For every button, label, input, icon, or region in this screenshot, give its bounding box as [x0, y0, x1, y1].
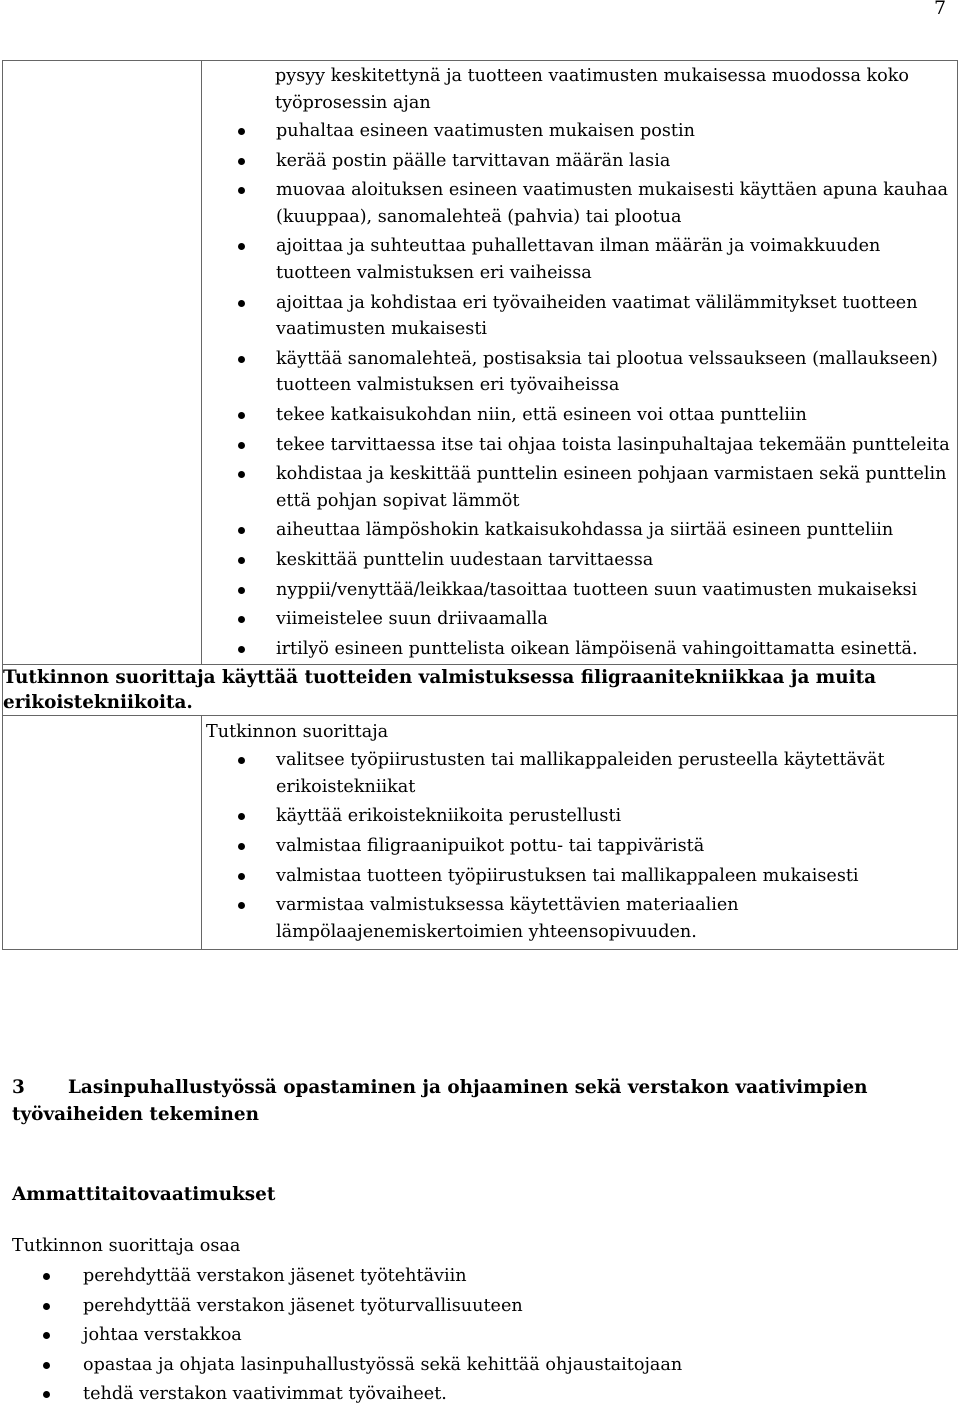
- list-item: puhaltaa esineen vaatimusten mukaisen postin: [202, 117, 957, 147]
- criteria-list: [202, 117, 957, 664]
- list-item: nyppii/venyttää/leikkaa/tasoittaa tuotteen suun vaatimusten mukaiseksi: [202, 576, 957, 606]
- list-item: valmistaa filigraanipuikot pottu- tai tappiväristä: [202, 832, 957, 862]
- criteria-heading: Tutkinnon suorittaja käyttää tuotteiden valmistuksessa filigraanitekniikkaa ja muita erikoistekniikoita.: [3, 665, 958, 716]
- list-item: valmistaa tuotteen työpiirustuksen tai mallikappaleen mukaisesti: [202, 862, 957, 892]
- list-item: aiheuttaa lämpöshokin katkaisukohdassa ja siirtää esineen puntteliin: [202, 516, 957, 546]
- criteria-list: [202, 746, 957, 947]
- table-row-heading: [3, 665, 958, 716]
- table-right-cell: [202, 61, 958, 665]
- list-item: viimeistelee suun driivaamalla: [202, 605, 957, 635]
- section-intro: Tutkinnon suorittaja osaa: [12, 1236, 241, 1256]
- list-item: perehdyttää verstakon jäsenet työturvallisuuteen: [0, 1292, 682, 1322]
- list-item: opastaa ja ohjata lasinpuhallustyössä sekä kehittää ohjaustaitojaan: [0, 1351, 682, 1381]
- list-item: muovaa aloituksen esineen vaatimusten mukaisesti käyttäen apuna kauhaa (kuuppaa), sanomalehteä (pahvia) tai plootua: [202, 176, 957, 232]
- list-item: irtilyö esineen punttelista oikean lämpöisenä vahingoittamatta esinettä.: [202, 635, 957, 665]
- table-row-special-techniques: [3, 716, 958, 950]
- list-item: keskittää punttelin uudestaan tarvittaessa: [202, 546, 957, 576]
- list-item: perehdyttää verstakon jäsenet työtehtäviin: [0, 1262, 682, 1292]
- list-item: ajoittaa ja kohdistaa eri työvaiheiden vaatimat välilämmitykset tuotteen vaatimusten mukaisesti: [202, 289, 957, 345]
- table-left-cell: [3, 716, 202, 950]
- list-item: johtaa verstakkoa: [0, 1321, 682, 1351]
- list-item: valitsee työpiirustusten tai mallikappaleiden perusteella käytettävät erikoistekniikat: [202, 746, 957, 802]
- list-item: ajoittaa ja suhteuttaa puhallettavan ilman määrän ja voimakkuuden tuotteen valmistuksen eri vaiheissa: [202, 232, 957, 288]
- list-item: käyttää sanomalehteä, postisaksia tai plootua velssaukseen (mallaukseen) tuotteen valmistuksen eri työvaiheissa: [202, 345, 957, 401]
- table-row-techniques: [3, 61, 958, 665]
- criteria-table: [2, 60, 958, 950]
- page-number: 7: [934, 0, 947, 19]
- list-item: käyttää erikoistekniikoita perustellusti: [202, 802, 957, 832]
- section-heading: [12, 1074, 912, 1128]
- row-intro: Tutkinnon suorittaja: [206, 722, 389, 743]
- list-item: varmistaa valmistuksessa käytettävien materiaalien lämpölaajenemiskertoimien yhteensopivuuden.: [202, 891, 957, 947]
- list-item: tekee tarvittaessa itse tai ohjaa toista lasinpuhaltajaa tekemään puntteleita: [202, 431, 957, 461]
- section-title: Lasinpuhallustyössä opastaminen ja ohjaaminen sekä verstakon vaativimpien työvaiheiden tekeminen: [12, 1077, 868, 1125]
- requirements-list: [0, 1262, 682, 1410]
- list-item: tehdä verstakon vaativimmat työvaiheet.: [0, 1380, 682, 1410]
- subheading: Ammattitaitovaatimukset: [12, 1184, 276, 1205]
- list-item: kohdistaa ja keskittää punttelin esineen pohjaan varmistaen sekä punttelin että pohjan sopivat lämmöt: [202, 460, 957, 516]
- list-item: tekee katkaisukohdan niin, että esineen voi ottaa puntteliin: [202, 401, 957, 431]
- list-item: kerää postin päälle tarvittavan määrän lasia: [202, 147, 957, 177]
- continuation-text: pysyy keskitettynä ja tuotteen vaatimusten mukaisessa muodossa koko työprosessin ajan: [275, 66, 910, 113]
- table-left-cell: [3, 61, 202, 665]
- table-right-cell: [202, 716, 958, 950]
- section-number: 3: [12, 1077, 25, 1098]
